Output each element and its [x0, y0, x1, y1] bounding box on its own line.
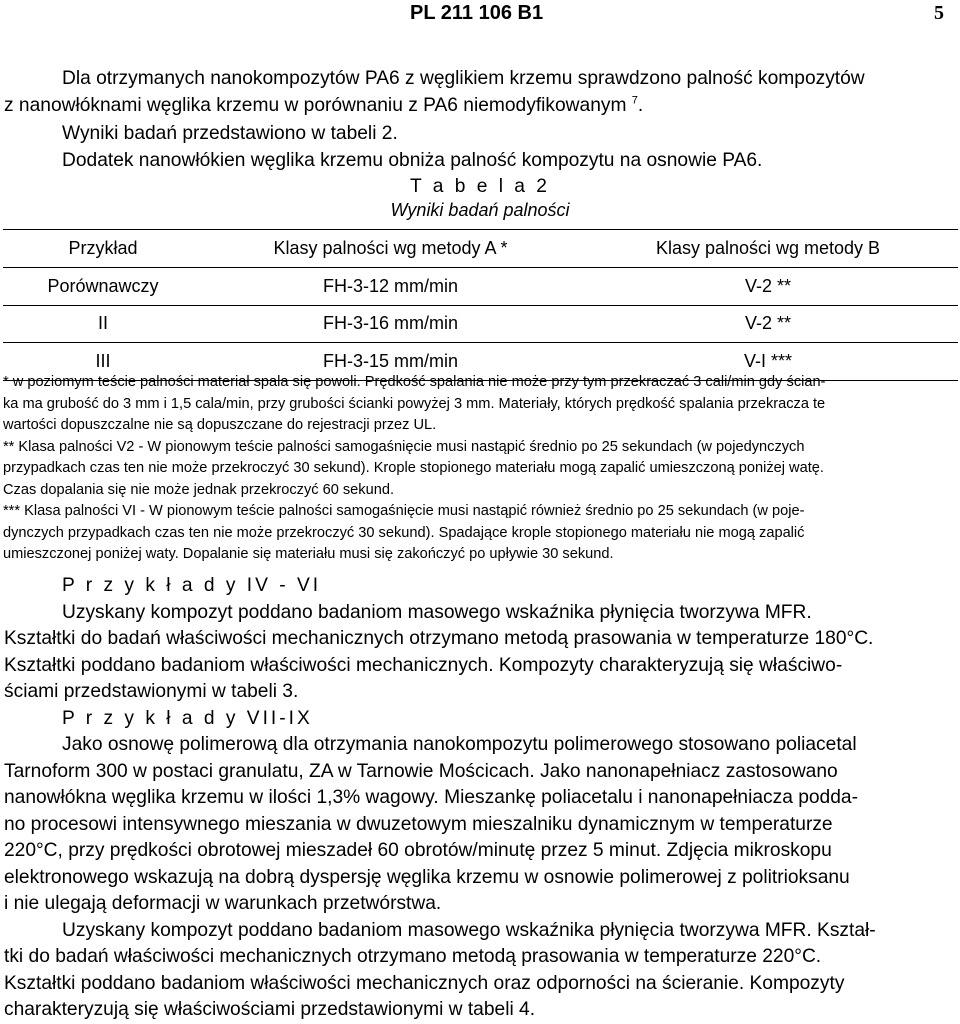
table-footnotes — [3, 372, 958, 566]
footnote-line: * w poziomym teście palności materiał spala się powoli. Prędkość spalania nie może przy tym przekraczać 3 cali/min gdy ścian- — [3, 374, 826, 390]
footnote-line: przypadkach czas ten nie może przekroczyć 30 sekund). Krople stopionego materiału mogą zapalić umieszczoną poniżej watę. — [3, 460, 824, 476]
footnote-line: *** Klasa palności VI - W pionowym teście palności samogaśnięcie musi nastąpić również średnio po 25 sekundach (w poje- — [3, 503, 805, 519]
table-cell: FH-3-16 mm/min — [203, 305, 578, 343]
page-number: 5 — [934, 2, 944, 24]
flammability-table — [3, 229, 958, 381]
footnote-line: ka ma grubość do 3 mm i 1,5 cala/min, przy grubości ścianki powyżej 3 mm. Materiały, których prędkość spalania przekracza te — [3, 395, 826, 412]
body-line: Uzyskany kompozyt poddano badaniom masowego wskaźnika płynięcia tworzywa MFR. — [62, 601, 812, 623]
table-cell: FH-3-12 mm/min — [203, 268, 578, 306]
body-line: Uzyskany kompozyt poddano badaniom masowego wskaźnika płynięcia tworzywa MFR. Kształ- — [62, 919, 876, 941]
table-cell: II — [3, 305, 203, 343]
intro-line: z nanowłóknami węglika krzemu w porównaniu z PA6 niemodyfikowanym $^7$. — [4, 94, 644, 117]
table-cell: FH-3-15 mm/min — [203, 343, 578, 381]
footnote-line: ** Klasa palności V2 - W pionowym teście palności samogaśnięcie musi nastąpić średnio po 25 sekundach (w pojedynczych — [3, 438, 805, 455]
table-subtitle: Wyniki badań palności — [390, 200, 570, 220]
patent-number: PL 211 106 B1 — [410, 2, 544, 24]
body-line: Kształtki poddano badaniom właściwości mechanicznych. Kompozyty charakteryzują się właściwo- — [4, 654, 843, 676]
table-row — [3, 305, 958, 343]
body-line: Kształtki do badań właściwości mechanicznych otrzymano metodą prasowania w temperaturze 180°C. — [4, 628, 874, 649]
body-line: tki do badań właściwości mechanicznych otrzymano metodą prasowania w temperaturze 220°C. — [4, 946, 822, 967]
body-line: Tarnoform 300 w postaci granulatu, ZA w Tarnowie Mościcach. Jako nanonapełniacz zastosowano — [4, 760, 838, 782]
body-line: charakteryzują się właściwościami przedstawionymi w tabeli 4. — [4, 999, 536, 1020]
footnote-line: dynczych przypadkach czas ten nie może przekroczyć 30 sekund). Spadające krople stopionego materiału nie mogą zapalić — [3, 524, 805, 541]
footnote-line: Czas dopalania się nie może jednak przekroczyć 60 sekund. — [3, 481, 395, 498]
intro-line: Wyniki badań przedstawiono w tabeli 2. — [62, 122, 398, 144]
table-cell: V-2 ** — [578, 268, 958, 306]
table-cell: V-2 ** — [578, 305, 958, 343]
examples-section — [4, 573, 956, 1024]
table-cell: V-I *** — [578, 343, 958, 381]
body-line: i nie ulegają deformacji w warunkach przetwórstwa. — [4, 893, 442, 914]
table-header-row — [3, 230, 958, 268]
intro-line: Dodatek nanowłókien węglika krzemu obniża palność kompozytu na osnowie PA6. — [62, 149, 763, 171]
reference-superscript: 7 — [631, 94, 638, 107]
table-cell: Porównawczy — [3, 268, 203, 306]
body-line: 220°C, przy prędkości obrotowej mieszadeł 60 obrotów/minutę przez 5 minut. Zdjęcia mikroskopu — [4, 840, 832, 861]
table-title: T a b e l a 2 — [410, 176, 550, 197]
intro-line: Dla otrzymanych nanokompozytów PA6 z węglikiem krzemu sprawdzono palność kompozytów — [62, 68, 865, 89]
footnote-line: umieszczonej poniżej waty. Dopalanie się materiału musi się zakończyć po upływie 30 sekund. — [3, 546, 614, 562]
table-row — [3, 268, 958, 306]
column-header: Przykład — [3, 230, 203, 268]
body-line: Kształtki poddano badaniom właściwości mechanicznych oraz odporności na ścieranie. Kompozyty — [4, 972, 845, 994]
table-cell: III — [3, 343, 203, 381]
column-header: Klasy palności wg metody A * — [203, 230, 578, 268]
examples-heading: P r z y k ł a d y IV - VI — [62, 575, 322, 596]
footnote-line: wartości dopuszczalne nie są dopuszczane do rejestracji przez UL. — [3, 417, 437, 433]
examples-heading: P r z y k ł a d y VII-IX — [62, 707, 313, 729]
column-header: Klasy palności wg metody B — [578, 230, 958, 268]
intro-paragraph — [4, 65, 954, 174]
body-line: elektronowego wskazują na dobrą dyspersję węglika krzemu w osnowie polimerowej z politrioksanu — [4, 866, 850, 888]
body-line: no procesowi intensywnego mieszania w dwuzetowym mieszalniku dynamicznym w temperaturze — [4, 813, 833, 835]
body-line: ściami przedstawionymi w tabeli 3. — [4, 681, 299, 702]
body-line: nanowłókna węglika krzemu w ilości 1,3% wagowy. Mieszankę poliacetalu i nanonapełniacza podda- — [4, 787, 858, 808]
body-line: Jako osnowę polimerową dla otrzymania nanokompozytu polimerowego stosowano poliacetal — [62, 734, 857, 755]
